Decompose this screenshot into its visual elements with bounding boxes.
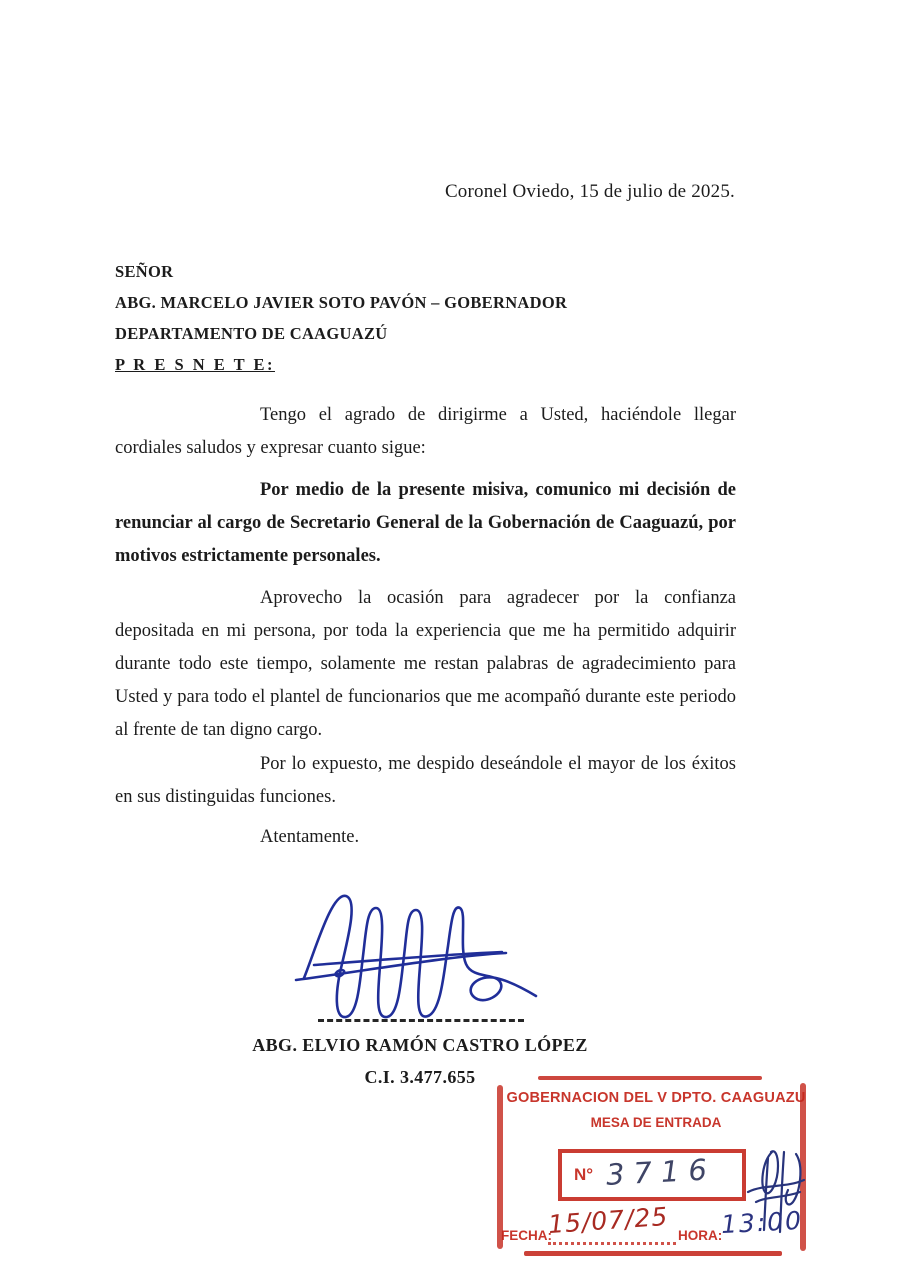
stamp-organization: GOBERNACION DEL V DPTO. CAAGUAZU: [506, 1089, 806, 1106]
paragraph-greeting: Tengo el agrado de dirigirme a Usted, haciéndole llegar cordiales saludos y expresar cuanto sigue:: [115, 405, 736, 458]
stamp-date-dotted-line: [548, 1242, 676, 1245]
stamp-number-box: [558, 1149, 746, 1201]
recipient-presente: P R E S N E T E:: [115, 355, 275, 374]
stamp-time-value: 13:00: [720, 1205, 804, 1240]
stamp-date-label: FECHA:: [501, 1228, 552, 1243]
stamp-left-border: [497, 1085, 503, 1249]
stamp-office: MESA DE ENTRADA: [590, 1115, 722, 1130]
stamp-time-label: HORA:: [678, 1228, 723, 1243]
signatory-id-number: C.I. 3.477.655: [364, 1067, 476, 1087]
signature-dashed-line: [318, 1019, 524, 1022]
paragraph-gratitude: Aprovecho la ocasión para agradecer por la confianza depositada en mi persona, por toda la experiencia que me ha permitido adquirir durante todo este tiempo, solamente me restan palabras de agradecimiento para Usted y para todo el plantel de funcionarios que me acompañó durante este periodo al frente de tan digno cargo.: [115, 588, 736, 740]
letter-dateline: Coronel Oviedo, 15 de julio de 2025.: [444, 181, 735, 202]
entry-desk-stamp: [496, 1072, 816, 1264]
stamp-bottom-border: [524, 1251, 782, 1256]
signatory-name: ABG. ELVIO RAMÓN CASTRO LÓPEZ: [252, 1035, 588, 1055]
closing-salutation: Atentamente.: [260, 827, 360, 847]
handwritten-signature: [288, 876, 573, 1028]
stamp-number-label: N°: [574, 1165, 594, 1184]
paragraph-resignation: Por medio de la presente misiva, comunico mi decisión de renunciar al cargo de Secretario General de la Gobernación de Caaguazú, por motivos estrictamente personales.: [115, 480, 736, 566]
recipient-title: SEÑOR: [115, 262, 174, 281]
recipient-block: [115, 256, 755, 380]
recipient-department: DEPARTAMENTO DE CAAGUAZÚ: [115, 324, 388, 343]
stamp-top-border: [538, 1076, 762, 1080]
stamp-number-value: 3716: [605, 1152, 717, 1192]
paragraph-farewell: Por lo expuesto, me despido deseándole el mayor de los éxitos en sus distinguidas funciones.: [115, 754, 736, 807]
recipient-name: ABG. MARCELO JAVIER SOTO PAVÓN – GOBERNADOR: [115, 293, 568, 312]
stamp-date-value: 15/07/25: [547, 1201, 670, 1240]
